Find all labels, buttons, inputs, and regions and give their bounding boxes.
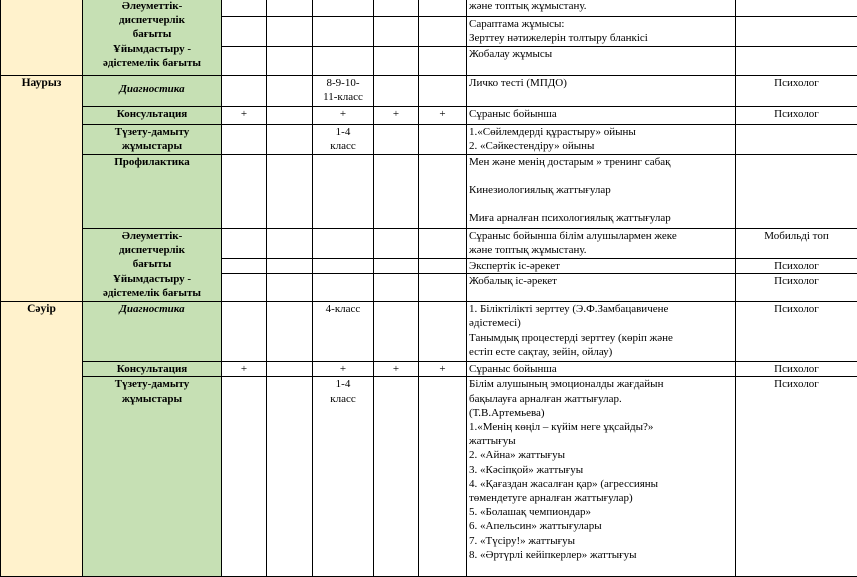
month-cell-previous (1, 0, 83, 76)
direction-prevention: Профилактика (83, 155, 222, 229)
mark-cell (267, 362, 313, 377)
direction-diagnostics: Диагностика (83, 302, 222, 362)
mark-cell: + (419, 362, 467, 377)
responsible-cell: Психолог (736, 302, 857, 362)
direction-social-dispatch: Әлеуметтік- диспетчерлік бағыты Ұйымдастыру - әдістемелік бағыты (83, 0, 222, 76)
direction-diagnostics: Диагностика (83, 76, 222, 107)
month-sauir: Сәуір (1, 302, 83, 577)
content-cell: Сараптама жұмысы: Зерттеу нәтижелерін толтыру бланкісі (467, 17, 736, 47)
responsible-cell: Психолог (736, 259, 857, 274)
class-cell: 4-класс (313, 302, 374, 362)
mark-cell: + (222, 107, 267, 125)
responsible-cell: Психолог (736, 362, 857, 377)
content-cell: Личко тесті (МПДО) (467, 76, 736, 107)
content-cell: Сұраныс бойынша (467, 362, 736, 377)
direction-consultation: Консультация (83, 107, 222, 125)
class-cell: 1-4 класс (313, 377, 374, 577)
mark-cell: + (313, 107, 374, 125)
responsible-cell: Психолог (736, 377, 857, 577)
content-cell: Мен және менің достарым » тренинг сабақ Кинезиологиялық жаттығулар Миға арналған психологиялық жаттығулар (467, 155, 736, 229)
content-cell: 1.«Сөйлемдерді құрастыру» ойыны 2. «Сәйкестендіру» ойыны (467, 125, 736, 155)
mark-cell: + (374, 362, 419, 377)
direction-correction: Түзету-дамыту жұмыстары (83, 125, 222, 155)
content-cell: Жобалық іс-әрекет (467, 274, 736, 302)
direction-consultation: Консультация (83, 362, 222, 377)
mark-cell: + (222, 362, 267, 377)
mark-cell: + (374, 107, 419, 125)
month-nauryz: Наурыз (1, 76, 83, 302)
responsible-cell: Психолог (736, 76, 857, 107)
content-cell: Сұраныс бойынша (467, 107, 736, 125)
direction-social-dispatch: Әлеуметтік- диспетчерлік бағыты Ұйымдастыру - әдістемелік бағыты (83, 229, 222, 302)
responsible-cell: Психолог (736, 107, 857, 125)
content-cell: Білім алушының эмоционалды жағдайын бақылауға арналған жаттығулар. (Т.В.Артемьева) 1.«Менің көңіл – күйім неге ұқсайды?» жаттығуы 2. «Айна» жаттығуы 3. «Кәсіпқой» жаттығуы 4. «Қағаздан жасалған қар» (агрессияны төмендетуге арналған жаттығулар) 5. «Болашақ чемпиондар» 6. «Апельсин» жаттығулары 7. «Түсіру!» жаттығуы 8. «Әртүрлі кейіпкерлер» жаттығуы (467, 377, 736, 577)
content-cell: және топтық жұмыстану. (467, 0, 736, 17)
class-cell: 1-4 класс (313, 125, 374, 155)
responsible-cell: Мобильді топ (736, 229, 857, 259)
responsible-cell: Психолог (736, 274, 857, 302)
content-cell: Сұраныс бойынша білім алушылармен жеке және топтық жұмыстану. (467, 229, 736, 259)
class-cell: 8-9-10- 11-класс (313, 76, 374, 107)
direction-correction: Түзету-дамыту жұмыстары (83, 377, 222, 577)
content-cell: Жобалау жұмысы (467, 47, 736, 76)
mark-cell: + (313, 362, 374, 377)
content-cell: Экспертік іс-әрекет (467, 259, 736, 274)
content-cell: 1. Біліктілікті зерттеу (Э.Ф.Замбацавичене әдістемесі) Танымдық процестерді зерттеу (көріп және естіп есте сақтау, зейін, ойлау) (467, 302, 736, 362)
mark-cell (267, 107, 313, 125)
mark-cell: + (419, 107, 467, 125)
